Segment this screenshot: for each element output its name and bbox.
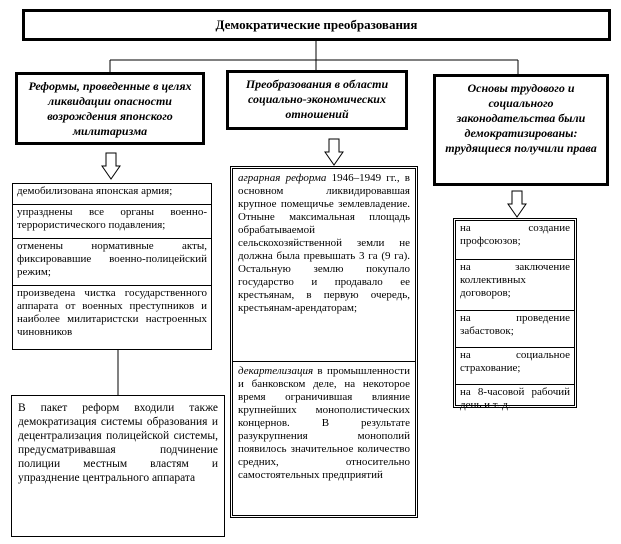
list-item: на социальное страхование; — [456, 347, 574, 384]
list-item: на проведение забастовок; — [456, 310, 574, 347]
list-item: на заключение коллективных договоров; — [456, 259, 574, 310]
socioeconomic-list — [230, 166, 418, 518]
labor-rights-list — [453, 218, 577, 411]
reforms-header: Реформы, проведенные в целях ликвидации опасности возрождения японского милитаризма — [15, 72, 205, 145]
decartelization-term: декартелизация — [238, 365, 314, 377]
list-item: упразднены все органы военно-террористического подавления; — [13, 204, 211, 238]
decartelization-text: в промышленности и банковском деле, на некоторое время ограничившая влияние крупнейших монополистических концернов. В результате разукрупнения монополий появилось значительное количество средних, относительно самостоятельных предприятий — [238, 365, 410, 481]
agrarian-reform-term: аграрная реформа — [238, 172, 327, 184]
list-item: на создание профсоюзов; — [460, 222, 570, 247]
list-item: отменены нормативные акты, фиксировавшие военно-полицейский режим; — [13, 238, 211, 285]
list-item: произведена чистка государственного аппарата от военных преступников и наиболее милитаристски настроенных чиновников — [13, 285, 211, 360]
down-arrow-icon — [507, 190, 527, 218]
labor-law-header: Основы трудового и социального законодательства были демократизированы: трудящиеся получили права — [433, 74, 609, 186]
note-text: В пакет реформ входили также демократизация системы образования и децентрализация полицейской системы, предусматривавшая подчинение полиции местным властям и упразднение центрального аппарата — [18, 402, 218, 484]
down-arrow-icon — [324, 138, 344, 166]
list-item: демобилизована японская армия; — [17, 185, 173, 197]
socioeconomic-header: Преобразования в области социально-экономических отношений — [226, 70, 408, 130]
page-title: Демократические преобразования — [22, 9, 611, 41]
list-item — [233, 361, 415, 526]
reforms-list — [12, 183, 212, 350]
list-item — [233, 169, 415, 361]
reforms-note — [11, 395, 225, 537]
down-arrow-icon — [101, 152, 121, 180]
agrarian-reform-text: 1946–1949 гг., в основном ликвидировавшая крупное помещичье землевладение. Отныне максимальная площадь обрабатываемой сельскохозяйственной земли не должна была превышать 3 га (9 га). Остальную землю покупало государство и продавало ее крестьянам, в первую очередь, крестьянам-арендаторам; — [238, 172, 410, 314]
list-item: на 8-часовой рабочий день и т. д. — [456, 384, 574, 417]
